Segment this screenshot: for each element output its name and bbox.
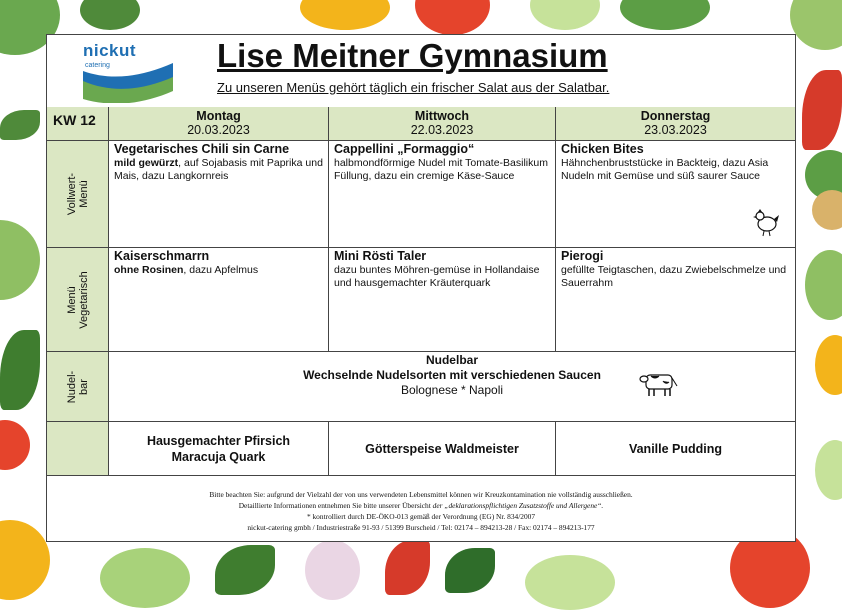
cow-icon xyxy=(639,368,679,398)
parsley-decoration xyxy=(215,545,275,595)
dish-title: Pierogi xyxy=(561,249,604,263)
dish-description: dazu buntes Möhren-gemüse in Hollandaise xyxy=(334,264,540,276)
lettuce-decoration xyxy=(805,250,842,320)
nudelbar-subtitle: Wechselnde Nudelsorten mit verschiedenen Saucen xyxy=(303,368,601,382)
tomato-decoration xyxy=(415,0,490,35)
dessert-monday: Hausgemachter Pfirsich Maracuja Quark xyxy=(109,422,329,476)
pepper-decoration xyxy=(0,520,50,600)
dish-vegetarisch-thursday xyxy=(556,248,795,352)
cabbage-decoration xyxy=(790,0,842,50)
nudelbar-section xyxy=(109,352,795,422)
tomato-decoration xyxy=(0,420,30,470)
dill-decoration xyxy=(620,0,710,30)
row-label-dessert xyxy=(47,422,109,476)
dish-description: mild gewürzt, auf Sojabasis mit Paprika und Mais, dazu Langkornreis xyxy=(114,157,323,182)
footer-line: * kontrolliert durch DE-ÖKO-013 gemäß der Verordnung (EG) Nr. 834/2007 xyxy=(306,512,536,521)
dish-vollwert-wednesday xyxy=(329,141,556,248)
leaf-decoration xyxy=(0,110,40,140)
day-header-wednesday xyxy=(329,107,556,141)
footer xyxy=(47,483,795,541)
day-date: 22.03.2023 xyxy=(410,123,474,137)
dish-title: Cappellini „Formaggio“ xyxy=(334,142,475,156)
day-name: Mittwoch xyxy=(414,109,470,123)
dish-title: Vegetarisches Chili sin Carne xyxy=(114,142,290,156)
dish-vegetarisch-wednesday xyxy=(329,248,556,352)
spinach-decoration xyxy=(445,548,495,593)
cucumber-decoration xyxy=(525,555,615,610)
logo-swoosh-icon xyxy=(81,41,177,103)
nudelbar-sauces: Bolognese * Napoli xyxy=(400,383,504,397)
dish-vollwert-monday xyxy=(109,141,329,248)
pepper-decoration xyxy=(815,335,842,395)
leaf-decoration xyxy=(0,330,40,410)
dessert-wednesday: Götterspeise Waldmeister xyxy=(329,422,556,476)
herb-decoration xyxy=(80,0,140,30)
pepper-decoration xyxy=(300,0,390,30)
cabbage-decoration xyxy=(100,548,190,608)
cucumber-decoration xyxy=(530,0,600,30)
day-date: 20.03.2023 xyxy=(187,123,250,137)
page-title: Lise Meitner Gymnasium xyxy=(217,37,608,74)
dish-title: Kaiserschmarrn xyxy=(114,249,210,263)
dish-description: und hausgemachter Kräuterquark xyxy=(334,277,491,289)
dish-description: ohne Rosinen, dazu Apfelmus xyxy=(114,264,259,276)
day-header-monday xyxy=(109,107,329,141)
nickut-logo xyxy=(81,41,177,103)
dessert-thursday: Vanille Pudding xyxy=(556,422,795,476)
footer-line: nickut-catering gmbh / Industriestraße 91-93 / 51399 Burscheid / Tel: 02174 – 894213-28 / Fax: 02174 – 894213-177 xyxy=(247,523,595,532)
chicken-icon xyxy=(752,207,780,237)
day-name: Donnerstag xyxy=(640,109,711,123)
logo-sub: catering xyxy=(85,62,110,69)
row-label-vollwert: Vollwert- Menü xyxy=(47,141,109,248)
dish-title: Mini Rösti Taler xyxy=(334,249,427,263)
footer-line: Bitte beachten Sie: aufgrund der Vielzahl der von uns verwendeten Lebensmittel können wir Kreuzkontamination nie vollständig ausschließen. xyxy=(209,490,633,499)
dish-description: gefüllte Teigtaschen, dazu Zwiebelschmelze und Sauerrahm xyxy=(561,264,787,289)
row-label-vegetarisch: Menü Vegetarisch xyxy=(47,248,109,352)
day-header-thursday xyxy=(556,107,795,141)
menu-sheet xyxy=(46,34,796,542)
nudelbar-title: Nudelbar xyxy=(425,353,478,367)
day-name: Montag xyxy=(196,109,241,123)
garlic-decoration xyxy=(305,540,360,600)
chili-decoration xyxy=(802,70,842,150)
cabbage-decoration xyxy=(815,440,842,500)
page-subtitle: Zu unseren Menüs gehört täglich ein frischer Salat aus der Salatbar. xyxy=(217,80,610,95)
logo-name: nickut xyxy=(83,41,137,60)
dish-vegetarisch-monday xyxy=(109,248,329,352)
chili-decoration xyxy=(385,540,430,595)
dish-description: Hähnchenbruststücke in Backteig, dazu Asia Nudeln mit Gemüse und süß saurer Sauce xyxy=(561,157,769,182)
week-label: KW 12 xyxy=(47,107,109,141)
dish-vollwert-thursday xyxy=(556,141,795,248)
potato-decoration xyxy=(812,190,842,230)
row-label-nudelbar: Nudel- bar xyxy=(47,352,109,422)
dish-title: Chicken Bites xyxy=(561,142,644,156)
day-date: 23.03.2023 xyxy=(644,123,707,137)
footer-line: Detaillierte Informationen entnehmen Sie bitte unserer Übersicht der „deklarationspflichtigen Zusatzstoffe und Allergene“. xyxy=(238,501,604,510)
dish-description: halbmondförmige Nudel mit Tomate-Basilikum Füllung, dazu ein cremige Käse-Sauce xyxy=(334,157,548,182)
header xyxy=(47,35,795,108)
cabbage-decoration xyxy=(0,220,40,300)
